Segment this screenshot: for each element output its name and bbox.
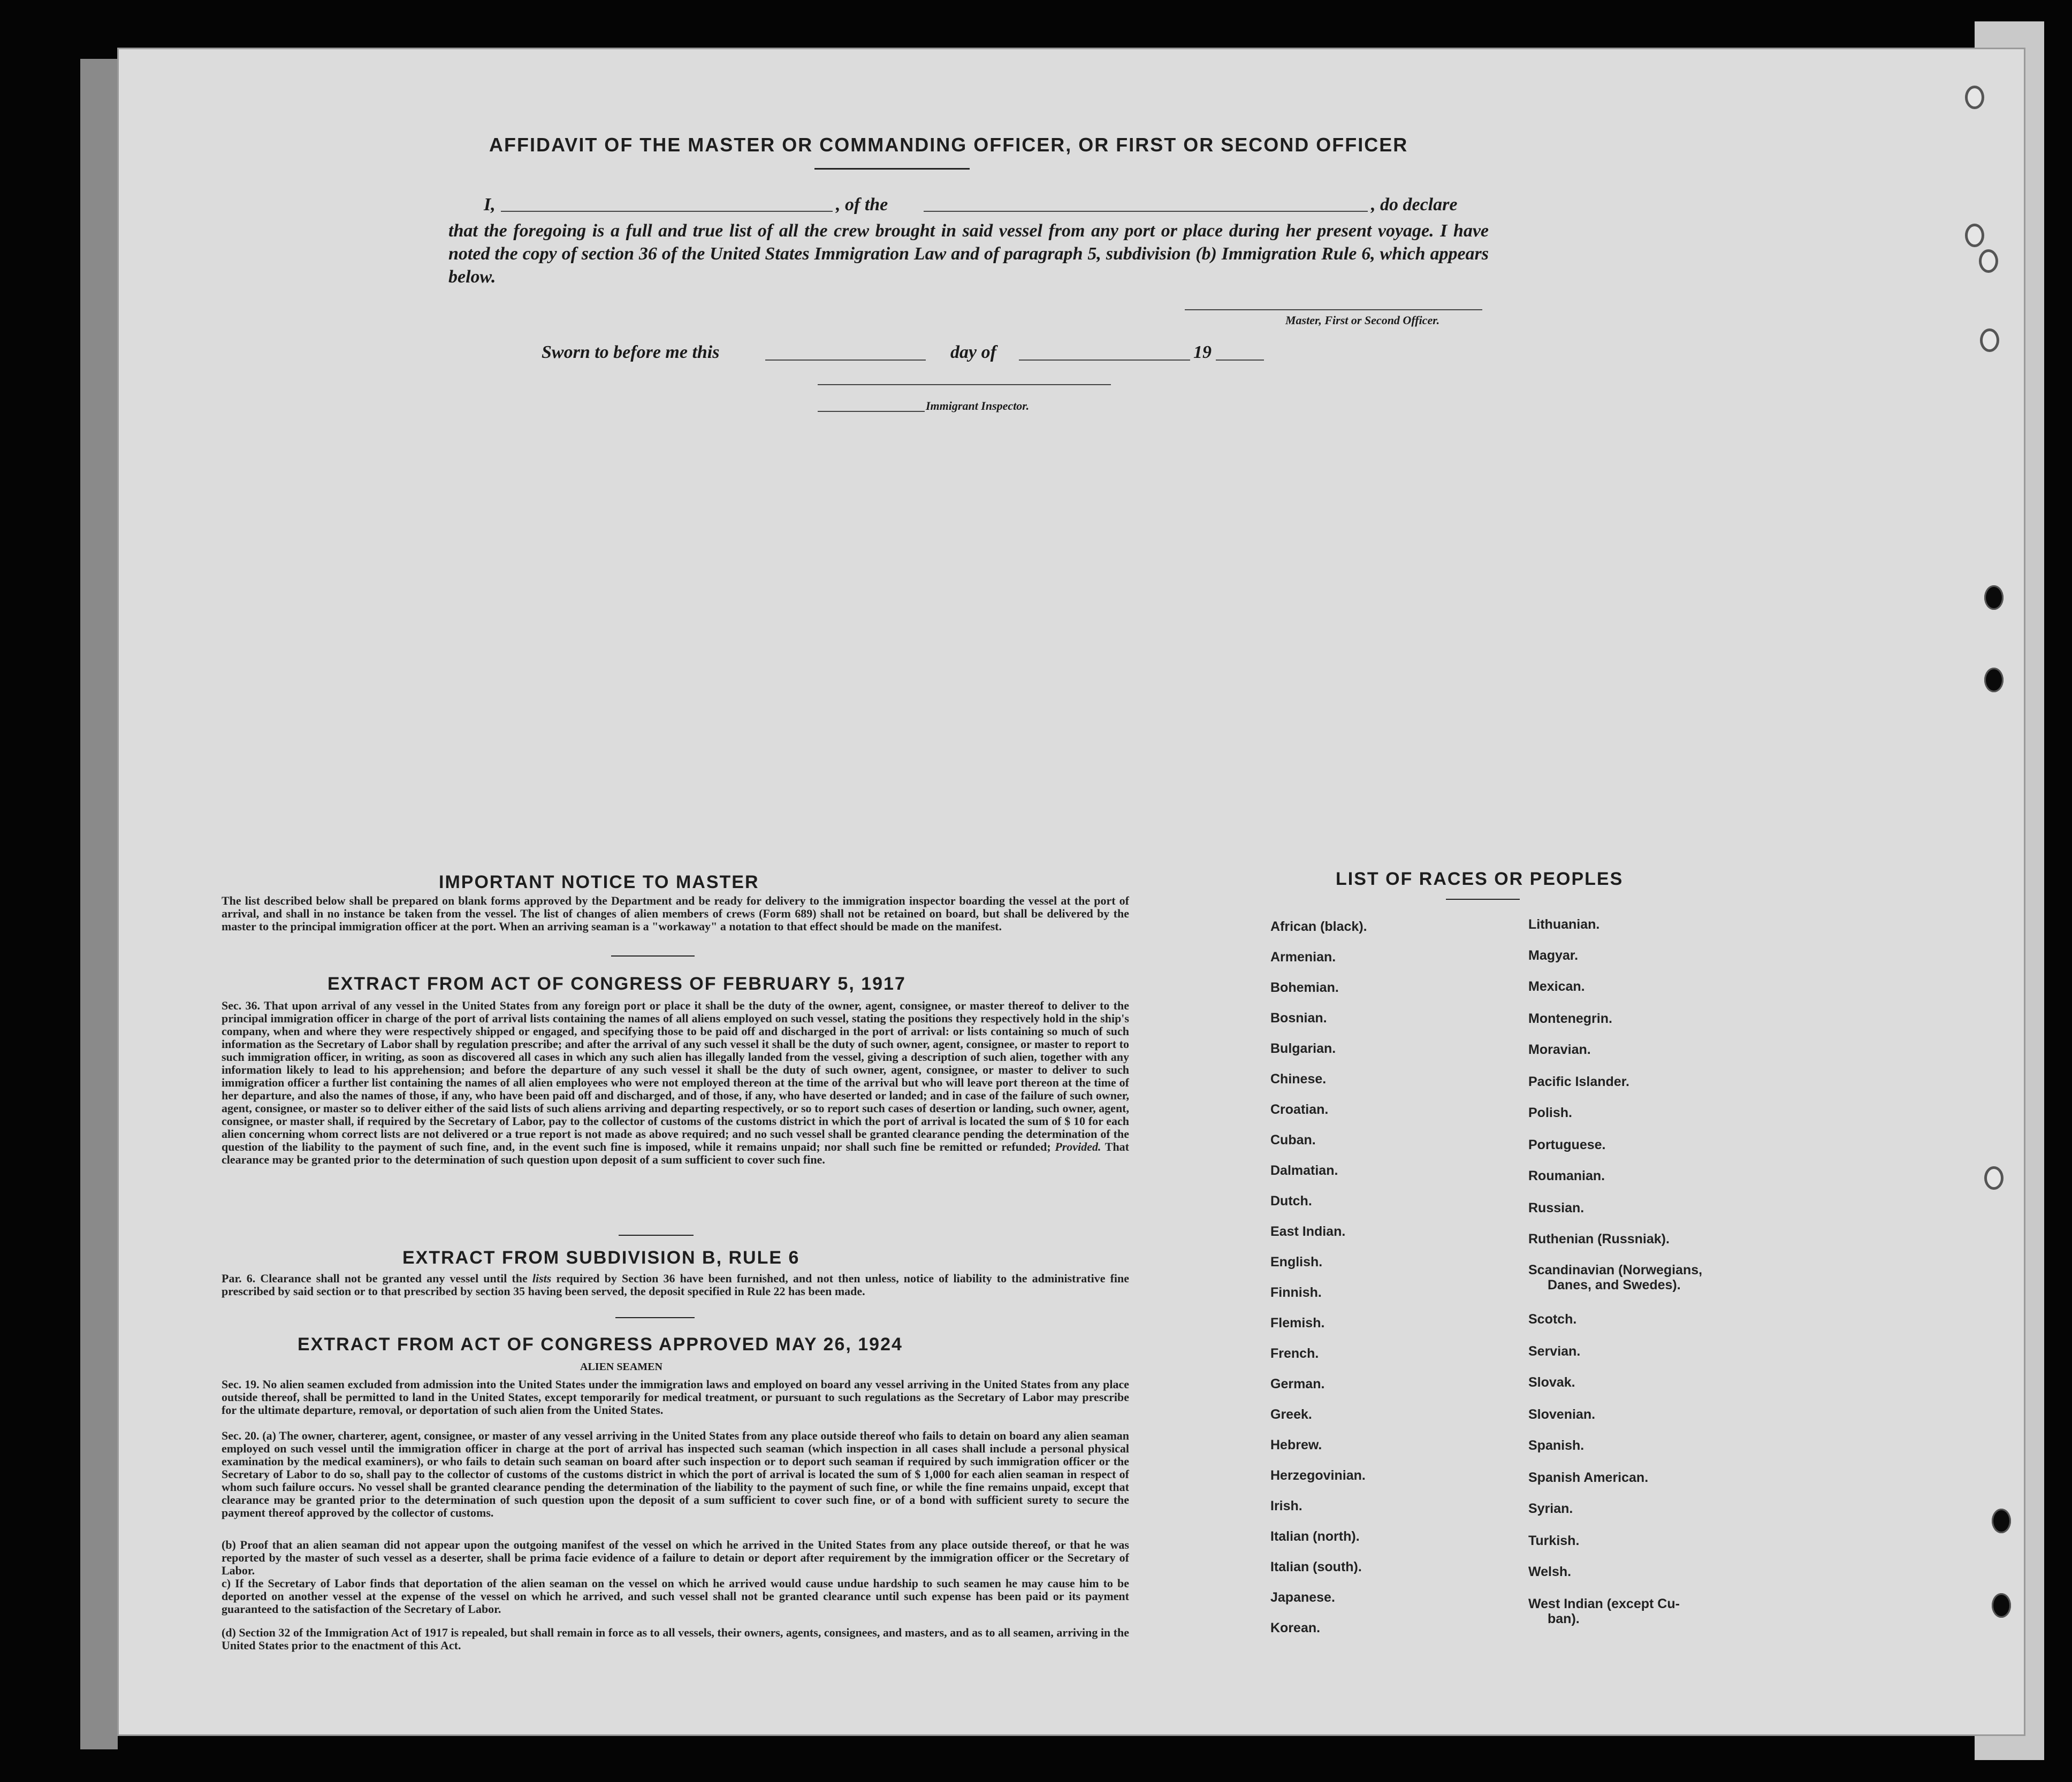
- binder-hole: [1984, 1166, 2004, 1190]
- extract-1924-sec20b: (b) Proof that an alien seaman did not appear upon the outgoing manifest of the vessel on which he arrived in the United States from any place outside thereof, or that he was reported by the master of such vessel as a deserter, shall be prima facie evidence of a failure to detain or deport after requirement by the immigration officer or the Secretary of Labor.: [222, 1538, 1129, 1577]
- race-item-left: German.: [1270, 1376, 1325, 1391]
- title-underline: [814, 168, 970, 170]
- signature-label: Master, First or Second Officer.: [1285, 313, 1440, 327]
- binder-hole: [1980, 328, 1999, 352]
- race-item-right: Scandinavian (Norwegians,: [1528, 1263, 1703, 1278]
- race-item-left: Dutch.: [1270, 1194, 1312, 1209]
- race-item-left: African (black).: [1270, 919, 1367, 934]
- rule6-text-a: Par. 6. Clearance shall not be granted any vessel until the: [222, 1272, 528, 1285]
- race-item-left: Bulgarian.: [1270, 1041, 1336, 1056]
- rule6-title: EXTRACT FROM SUBDIVISION B, RULE 6: [402, 1248, 800, 1268]
- sec20-label: Sec. 20.: [222, 1429, 260, 1442]
- race-item-left: Korean.: [1270, 1620, 1321, 1635]
- race-item-left: Bosnian.: [1270, 1011, 1327, 1026]
- race-item-right: Ruthenian (Russniak).: [1528, 1232, 1670, 1246]
- race-item-left: Herzegovinian.: [1270, 1468, 1366, 1483]
- extract-1924-sec19: [222, 1378, 1129, 1417]
- race-item-left: Bohemian.: [1270, 980, 1339, 995]
- extract-1917-text: That upon arrival of any vessel in the United States from any foreign port or place it shall be the duty of the owner, agent, consignee, or master thereof to deliver to the principal immigration officer in charge of the port of arrival lists containing the names of all aliens employed on such vessel, stating the positions they respectively hold in the ship's company, when and where they were respectively shipped or engaged, and specifying those to be paid off and discharged in the port of arrival: or lists containing so much of such information as the Secretary of Labor shall by regulation prescribe; and after the arrival of any such vessel it shall be the duty of such owner, agent, consignee, or master to report to such immigration officer, in writing, as soon as discovered all cases in which any such alien has illegally landed from the vessel, giving a description of such alien, together with any information likely to lead to his apprehension; and before the departure of any such vessel it shall be the duty of such owner, agent, consignee, or master to deliver to such immigration officer a further list containing the names of all alien employees who were not employed thereon at the time of the arrival but who will leave port thereon at the time of her departure, and also the names of those, if any, who have been paid off and discharged, and of those, if any, who have deserted or landed; and in case of the failure of such owner, agent, consignee, or master so to deliver either of the said lists of such aliens arriving and departing respectively, or so to report such cases of desertion or landing, such owner, agent, consignee, or master shall, if required by the Secretary of Labor, pay to the collector of customs of the customs district in which the port of arrival is located the sum of $ 10 for each alien concerning whom correct lists are not delivered or a true report is not made as above required; and no such vessel shall be granted clearance pending the determination of the question of the liability to the payment of such fine, and, in the event such fine is imposed, while it remains unpaid; nor shall such fine be remitted or refunded;: [222, 999, 1129, 1153]
- binder-hole: [1984, 668, 2004, 692]
- document-sheet: [119, 49, 2024, 1734]
- race-item-right: Lithuanian.: [1528, 917, 1600, 932]
- extract-1924-sec20c: c) If the Secretary of Labor finds that deportation of the alien seaman on the vessel on which he arrived would cause undue hardship to such seamen he may cause him to be deported on another vessel at the expense of the vessel on which he arrived, and such vessel shall not be granted clearance until such expense has been paid or its payment guaranteed to the satisfaction of the Secretary of Labor.: [222, 1577, 1129, 1616]
- race-item-right: Moravian.: [1528, 1042, 1591, 1057]
- extract-1917-provided: Provided.: [1055, 1140, 1101, 1153]
- race-item-right: Servian.: [1528, 1344, 1581, 1359]
- race-item-left: Hebrew.: [1270, 1437, 1322, 1452]
- race-item-right: Roumanian.: [1528, 1168, 1605, 1183]
- affidavit-declare: , do declare: [1371, 195, 1458, 215]
- sec19-text: No alien seamen excluded from admission into the United States under the immigration laws and employed on board any vessel arriving in the United States from any place outside thereof, shall be permitted to land in the United States, except temporarily for medical treatment, or pursuant to such regulations as the Secretary of Labor may prescribe for the ultimate departure, removal, or deportation of such alien from the United States.: [222, 1378, 1129, 1417]
- extract-1917-divider: [619, 1235, 694, 1236]
- race-item-left: Greek.: [1270, 1407, 1312, 1422]
- extract-1917-body: [222, 999, 1129, 1166]
- race-item-right: Welsh.: [1528, 1564, 1572, 1579]
- race-item-right: Russian.: [1528, 1200, 1585, 1215]
- extract-1917-tail: That clearance may be granted prior to the determination of such question upon deposit of a sum sufficient to cover such fine.: [222, 1140, 1130, 1166]
- binder-hole: [1992, 1593, 2011, 1618]
- sec20a-text: (a) The owner, charterer, agent, consignee, or master of any vessel arriving in the United States from any place outside thereof who fails to detain on board any alien seaman employed on such vessel until the immigration officer in charge at the port of arrival has inspected such seaman (which inspection in all cases shall include a personal physical examination by the medical examiners), or who fails to detain such seaman on board after such inspection or to deport such seaman if required by such immigration officer or the Secretary of Labor to do so, shall pay to the collector of customs of the customs district in which the port of arrival is located the sum of $ 1,000 for each alien seaman in respect of whom such failure occurs. No vessel shall be granted clearance pending the determination of the liability to the payment of such fine, or while the fine remains unpaid, except that clearance may be granted prior to the determination of such question upon the deposit of a sum sufficient to cover such fine, or of a bond with sufficient surety to secure the payment thereof approved by the collector of customs.: [222, 1429, 1130, 1519]
- binder-hole: [1979, 249, 1998, 273]
- extract-1924-sec20d: (d) Section 32 of the Immigration Act of 1917 is repealed, but shall remain in force as to all vessels, their owners, agents, consignees, and masters, and as to all seamen, arriving in the United States prior to the enactment of this Act.: [222, 1626, 1129, 1652]
- race-item-right: ban).: [1548, 1611, 1580, 1626]
- notice-body: The list described below shall be prepared on blank forms approved by the Department and be ready for delivery to the immigration inspector boarding the vessel at the port of arrival, and shall in no instance be taken from the vessel. The list of changes of alien members of crews (Form 689) shall not be retained on board, but shall be delivered by the master to the principal immigration officer at the port. When an arriving seaman is a "workaway" a notation to that effect should be made on the manifest.: [222, 894, 1129, 933]
- signature-line[interactable]: [1185, 309, 1482, 310]
- rule6-text-b: required by Section 36 have been furnished, and not then unless, notice of liability to the administrative fine prescribed by said section or to that prescribed by section 35 having been served, the deposit specified in Rule 22 has been made.: [222, 1272, 1130, 1298]
- race-item-right: West Indian (except Cu-: [1528, 1596, 1680, 1611]
- rule6-lists-word: lists: [532, 1272, 552, 1285]
- page-edge-left: [80, 59, 118, 1749]
- race-item-left: East Indian.: [1270, 1224, 1346, 1239]
- sworn-year: 19: [1193, 342, 1212, 362]
- race-item-right: Montenegrin.: [1528, 1011, 1612, 1026]
- notice-divider: [611, 955, 695, 957]
- race-item-right: Slovak.: [1528, 1375, 1575, 1390]
- sworn-year-blank[interactable]: [1216, 360, 1264, 361]
- race-item-right: Portuguese.: [1528, 1137, 1606, 1152]
- sworn-day-of: day of: [950, 342, 996, 362]
- inspector-line-2: [818, 411, 925, 412]
- race-item-left: Italian (south).: [1270, 1559, 1362, 1574]
- binder-hole: [1965, 86, 1984, 109]
- extract-1917-sec-label: Sec. 36.: [222, 999, 261, 1012]
- race-item-right: Scotch.: [1528, 1312, 1577, 1327]
- races-title-underline: [1446, 899, 1520, 900]
- inspector-label: Immigrant Inspector.: [926, 399, 1030, 412]
- affidavit-title: AFFIDAVIT OF THE MASTER OR COMMANDING OFFICER, OR FIRST OR SECOND OFFICER: [489, 134, 1408, 156]
- sworn-day-blank[interactable]: [765, 360, 926, 361]
- affidavit-i: I,: [484, 195, 496, 215]
- binder-hole: [1965, 224, 1984, 247]
- vessel-blank-line[interactable]: [924, 211, 1368, 212]
- race-item-right: Spanish American.: [1528, 1470, 1649, 1485]
- notice-title: IMPORTANT NOTICE TO MASTER: [439, 872, 759, 892]
- affidavit-body: that the foregoing is a full and true list of all the crew brought in said vessel from any port or place during her present voyage. I have noted the copy of section 36 of the United States Immigration Law and of paragraph 5, subdivision (b) Immigration Rule 6, which appears below.: [448, 221, 1489, 287]
- extract-1917-title: EXTRACT FROM ACT OF CONGRESS OF FEBRUARY 5, 1917: [327, 974, 906, 994]
- race-item-right: Syrian.: [1528, 1501, 1573, 1516]
- affidavit-of-the: , of the: [836, 195, 888, 215]
- race-item-left: English.: [1270, 1255, 1323, 1269]
- race-item-right: Danes, and Swedes).: [1548, 1278, 1681, 1292]
- race-item-left: Japanese.: [1270, 1590, 1335, 1605]
- extract-1924-subtitle: ALIEN SEAMEN: [580, 1361, 662, 1373]
- extract-1924-sec20a: [222, 1429, 1129, 1519]
- race-item-right: Spanish.: [1528, 1438, 1585, 1453]
- name-blank-line[interactable]: [501, 211, 833, 212]
- race-item-right: Mexican.: [1528, 979, 1585, 994]
- race-item-left: Armenian.: [1270, 950, 1336, 965]
- sworn-prefix: Sworn to before me this: [542, 342, 720, 362]
- rule6-body: [222, 1272, 1129, 1298]
- race-item-left: Irish.: [1270, 1498, 1302, 1513]
- sec19-label: Sec. 19.: [222, 1378, 260, 1391]
- binder-hole: [1984, 585, 2004, 610]
- race-item-left: Cuban.: [1270, 1133, 1316, 1148]
- race-item-right: Pacific Islander.: [1528, 1074, 1629, 1089]
- race-item-left: French.: [1270, 1346, 1319, 1361]
- race-item-left: Croatian.: [1270, 1102, 1329, 1117]
- race-item-left: Flemish.: [1270, 1316, 1325, 1330]
- inspector-line-1[interactable]: [818, 384, 1111, 385]
- extract-1924-title: EXTRACT FROM ACT OF CONGRESS APPROVED MAY 26, 1924: [298, 1334, 903, 1355]
- race-item-right: Slovenian.: [1528, 1407, 1596, 1422]
- race-item-left: Chinese.: [1270, 1072, 1327, 1087]
- races-title: LIST OF RACES OR PEOPLES: [1336, 869, 1624, 889]
- rule6-divider: [615, 1317, 695, 1318]
- race-item-right: Turkish.: [1528, 1533, 1580, 1548]
- race-item-right: Polish.: [1528, 1105, 1572, 1120]
- sworn-month-blank[interactable]: [1019, 360, 1190, 361]
- binder-hole: [1992, 1509, 2011, 1533]
- race-item-left: Dalmatian.: [1270, 1163, 1338, 1178]
- race-item-left: Finnish.: [1270, 1285, 1322, 1300]
- race-item-left: Italian (north).: [1270, 1529, 1360, 1544]
- race-item-right: Magyar.: [1528, 948, 1579, 963]
